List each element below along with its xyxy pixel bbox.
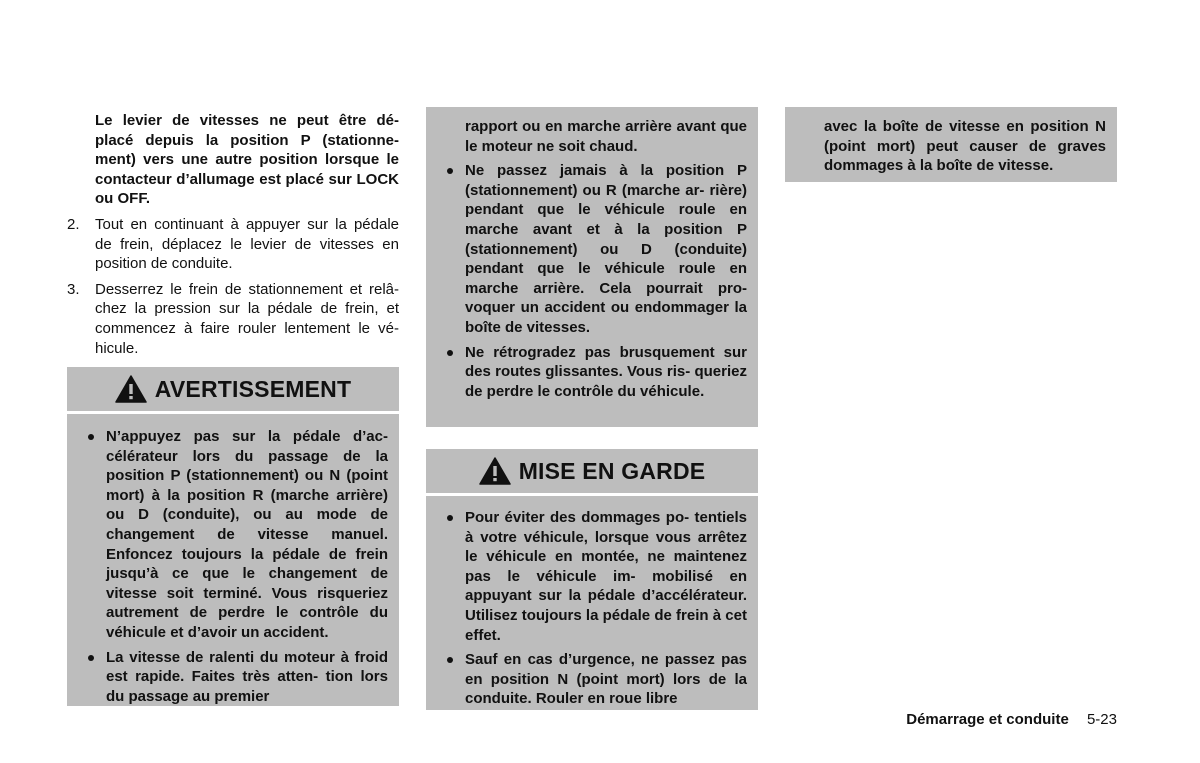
bullet-icon (447, 168, 453, 174)
list-item (437, 650, 747, 709)
list-item (78, 427, 388, 643)
caution-continued (796, 117, 1106, 176)
warning-list (78, 427, 388, 711)
step-number: 3. (67, 280, 80, 298)
step-number: 2. (67, 215, 80, 233)
list-item-text: N’appuyez pas sur la pédale d’ac- célérateur lors du passage de la position P (stationnement) ou N (point mort) à la position R (marche arrière) ou D (conduite), ou au mode de changement de vitesse manuel. Enfoncez toujours la pédale de frein jusqu’à ce que le changement de vitesse soit terminé. Vous risqueriez autrement de perdre le contrôle du véhicule et d’avoir un accident. (106, 428, 388, 641)
column-1 (67, 111, 399, 358)
warning-triangle-icon (115, 375, 147, 403)
continued-text: rapport ou en marche arrière avant que le moteur ne soit chaud. (465, 118, 747, 155)
caution-list (437, 508, 747, 714)
list-item (437, 161, 747, 337)
page-number: 5-23 (1086, 711, 1117, 728)
list-item-text: Sauf en cas d’urgence, ne passez pas en position N (point mort) lors de la conduite. Rouler en roue libre (465, 651, 747, 708)
bullet-icon (447, 657, 453, 663)
warning-title: AVERTISSEMENT (154, 375, 352, 402)
list-item-text: Ne rétrogradez pas brusquement sur des routes glissantes. Vous ris- queriez de perdre le contrôle du véhicule. (465, 343, 747, 400)
bullet-icon (447, 350, 453, 356)
list-item-text: La vitesse de ralenti du moteur à froid est rapide. Faites très atten- tion lors du passage au premier (106, 648, 388, 705)
bullet-icon (447, 515, 453, 521)
section-name: Démarrage et conduite (906, 711, 1069, 728)
list-item-text: Pour éviter des dommages po- tentiels à votre véhicule, lorsque vous arrêtez le véhicule en montée, ne maintenez pas le véhicule im- mobilisé en appuyant sur la pédale d’accélérateur. Utilisez toujours la pédale de frein à cet effet. (465, 509, 747, 644)
list-item (437, 343, 747, 402)
caution-header (426, 449, 758, 493)
step-2 (67, 215, 399, 274)
warning-header (67, 367, 399, 411)
warning-triangle-icon (479, 457, 511, 485)
caution-title: MISE EN GARDE (518, 457, 706, 484)
intro-paragraph: Le levier de vitesses ne peut être dé- placé depuis la position P (stationne- ment) vers une autre position lorsque le contacteur d’allumage est placé sur LOCK ou OFF. (95, 112, 399, 208)
step-text: Desserrez le frein de stationnement et relâ- chez la pression sur la pédale de frein, et commencez à faire rouler lentement le vé- hicule. (95, 280, 399, 357)
bullet-icon (88, 655, 94, 661)
bullet-icon (88, 434, 94, 440)
continued-text: avec la boîte de vitesse en position N (point mort) peut causer de graves dommages à la boîte de vitesse. (824, 118, 1106, 175)
list-item (78, 648, 388, 707)
page-footer (906, 711, 1117, 728)
step-3 (67, 280, 399, 358)
step-text: Tout en continuant à appuyer sur la pédale de frein, déplacez le levier de vitesses en position de conduite. (95, 215, 399, 273)
list-item (437, 508, 747, 645)
warning-continued-list (437, 117, 747, 406)
list-item-text: Ne passez jamais à la position P (stationnement) ou R (marche ar- rière) pendant que le véhicule roule en marche avant et à la position P (stationnement) ou D (conduite) pendant que le véhicule roule en marche arrière. Cela pourrait pro- voquer un accident ou endommager la boîte de vitesses. (465, 162, 747, 336)
